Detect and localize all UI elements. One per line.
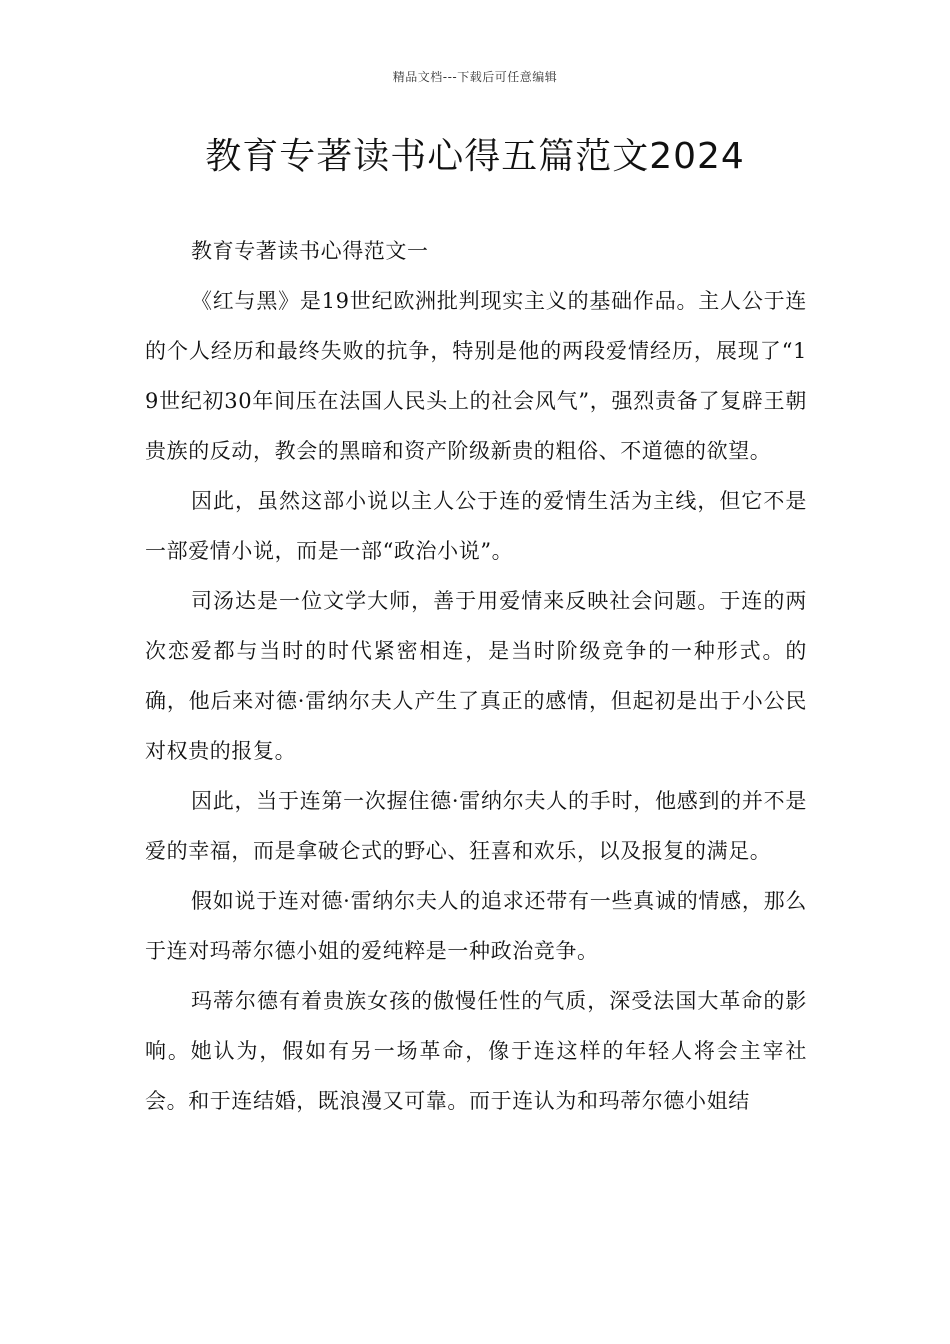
paragraph: 司汤达是一位文学大师，善于用爱情来反映社会问题。于连的两次恋爱都与当时的时代紧密相连，是当时阶级竞争的一种形式。的确，他后来对德·雷纳尔夫人产生了真正的感情，但起初是出于小公民对权贵的报复。 (145, 589, 807, 763)
paragraph: 《红与黑》是19世纪欧洲批判现实主义的基础作品。主人公于连的个人经历和最终失败的抗争，特别是他的两段爱情经历，展现了“19世纪初30年间压在法国人民头上的社会风气”，强烈责备了复辟王朝贵族的反动，教会的黑暗和资产阶级新贵的粗俗、不道德的欲望。 (145, 289, 807, 463)
document-title: 教育专著读书心得五篇范文2024 (205, 136, 745, 177)
header-note: 精品文档---下载后可任意编辑 (392, 70, 558, 84)
paragraph: 玛蒂尔德有着贵族女孩的傲慢任性的气质，深受法国大革命的影响。她认为，假如有另一场革命，像于连这样的年轻人将会主宰社会。和于连结婚，既浪漫又可靠。而于连认为和玛蒂尔德小姐结 (145, 989, 807, 1113)
paragraph: 假如说于连对德·雷纳尔夫人的追求还带有一些真诚的情感，那么于连对玛蒂尔德小姐的爱纯粹是一种政治竞争。 (145, 889, 807, 963)
section-heading: 教育专著读书心得范文一 (191, 239, 429, 263)
paragraph: 因此，虽然这部小说以主人公于连的爱情生活为主线，但它不是一部爱情小说，而是一部“政治小说”。 (145, 489, 807, 563)
paragraph: 因此，当于连第一次握住德·雷纳尔夫人的手时，他感到的并不是爱的幸福，而是拿破仑式的野心、狂喜和欢乐，以及报复的满足。 (145, 789, 807, 863)
document-body (145, 226, 807, 1126)
